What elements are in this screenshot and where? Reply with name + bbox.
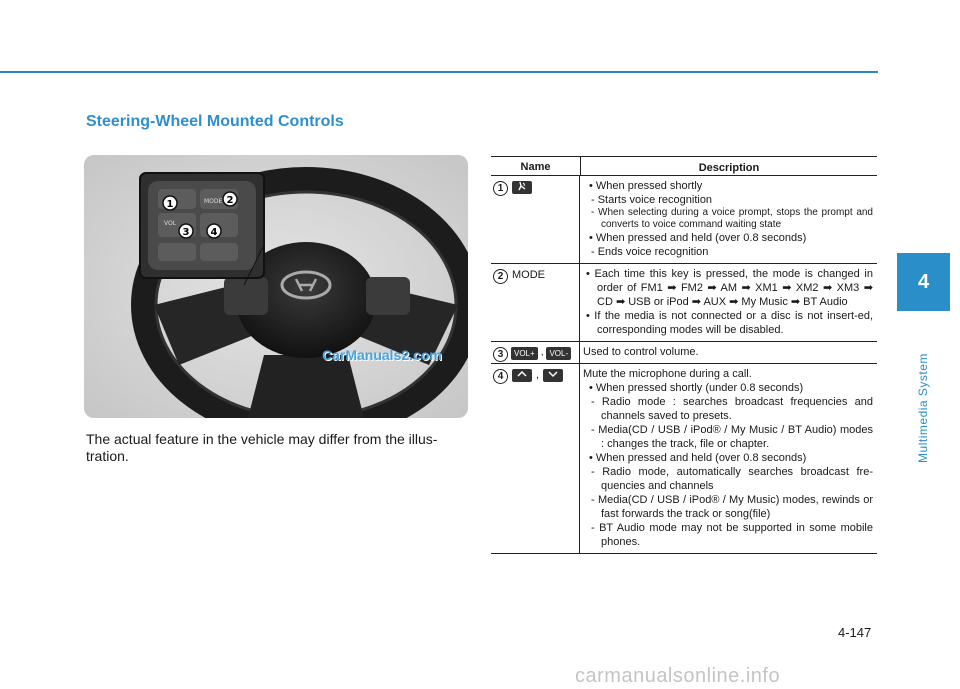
vol-up-key: VOL+ xyxy=(511,347,538,360)
row-number: 1 xyxy=(493,181,508,196)
row-description-cell xyxy=(580,264,877,341)
description-line: Mute the microphone during a call. xyxy=(583,368,752,380)
photo-caption: The actual feature in the vehicle may differ from the illus-tration. xyxy=(86,431,438,464)
key-separator: , xyxy=(540,347,544,358)
description-line: • When pressed and held (over 0.8 seconds) xyxy=(589,232,807,244)
description-line: • Each time this key is pressed, the mode is changed in order of FM1 ➡ FM2 ➡ AM ➡ XM1 ➡ XM2 ➡ XM3 ➡ CD ➡ USB or iPod ➡ AUX ➡ My Music ➡ BT Audio xyxy=(586,268,873,308)
inset-label-3: 3 xyxy=(182,227,190,238)
row-number: 4 xyxy=(493,369,508,384)
row-name-cell xyxy=(491,264,580,341)
table-row xyxy=(491,176,877,264)
inset-vol-text: VOL xyxy=(164,220,177,227)
steering-wheel-photo xyxy=(84,155,468,418)
row-description-cell xyxy=(580,176,877,263)
inset-label-2: 2 xyxy=(226,195,234,206)
description-line: Used to control volume. xyxy=(583,346,699,358)
controls-table xyxy=(491,156,877,554)
photo-watermark: CarManuals2.com xyxy=(322,347,442,363)
section-heading: Steering-Wheel Mounted Controls xyxy=(86,113,344,130)
description-line: • When pressed shortly (under 0.8 seconds) xyxy=(589,382,804,394)
footer-watermark: carmanualsonline.info xyxy=(575,665,781,687)
inset-label-4: 4 xyxy=(210,227,218,238)
row-name-cell xyxy=(491,364,580,553)
row-number: 2 xyxy=(493,269,508,284)
description-line: - BT Audio mode may not be supported in some mobile phones. xyxy=(591,522,873,548)
vol-down-key: VOL- xyxy=(546,347,571,360)
voice-recognition-icon xyxy=(512,181,532,194)
description-line: • When pressed shortly xyxy=(589,180,703,192)
description-line: - Radio mode : searches broadcast frequencies and channels saved to presets. xyxy=(591,396,873,422)
chapter-label: Multimedia System xyxy=(916,353,930,463)
row-name-cell xyxy=(491,176,580,263)
chevron-down-icon xyxy=(543,369,563,382)
page-number: 4-147 xyxy=(838,625,872,640)
row-description-cell xyxy=(580,342,877,363)
inset-mode-text: MODE xyxy=(204,198,223,205)
row-number: 3 xyxy=(493,347,508,362)
steering-wheel-illustration xyxy=(84,155,468,418)
row-name-cell xyxy=(491,342,580,363)
table-header xyxy=(491,157,877,176)
key-separator: , xyxy=(536,369,540,381)
top-rule xyxy=(0,71,878,73)
inset-label-1: 1 xyxy=(166,199,174,210)
description-line: - Starts voice recognition xyxy=(591,194,713,206)
description-line: - Media(CD / USB / iPod® / My Music) modes, rewinds or fast forwards the track or song(file) xyxy=(591,494,873,520)
description-line: - When selecting during a voice prompt, stops the prompt and converts to voice command waiting state xyxy=(591,207,873,230)
description-line: • If the media is not connected or a disc is not insert-ed, corresponding modes will be disabled. xyxy=(586,310,873,336)
chapter-tab xyxy=(897,253,950,463)
description-line: - Ends voice recognition xyxy=(591,246,709,258)
description-line: • When pressed and held (over 0.8 seconds) xyxy=(589,452,807,464)
mode-key-label: MODE xyxy=(512,269,545,281)
table-row xyxy=(491,364,877,554)
chapter-label-wrap xyxy=(897,323,950,493)
row-description-cell xyxy=(580,364,877,553)
description-line: - Media(CD / USB / iPod® / My Music / BT Audio) modes : changes the track, file or chapter. xyxy=(591,424,873,450)
header-description: Description xyxy=(698,162,760,174)
table-row xyxy=(491,342,877,364)
table-row xyxy=(491,264,877,342)
description-line: - Radio mode, automatically searches broadcast fre-quencies and channels xyxy=(591,466,873,492)
chevron-up-icon xyxy=(512,369,532,382)
header-name: Name xyxy=(491,157,581,175)
chapter-number: 4 xyxy=(897,253,950,311)
